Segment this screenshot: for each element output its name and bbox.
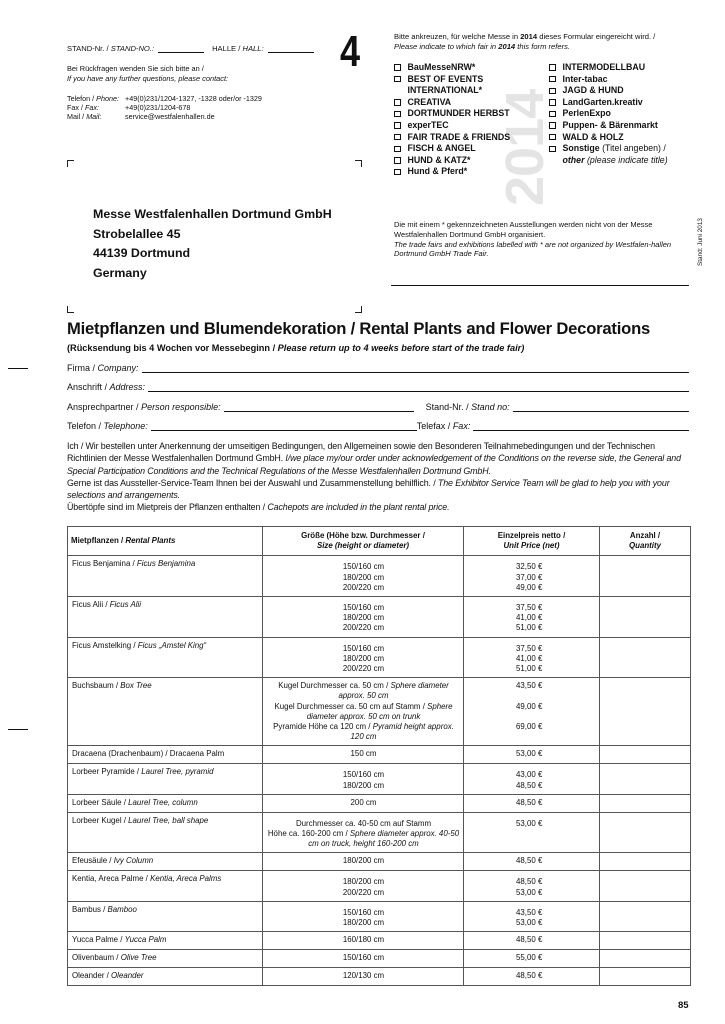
fair-option-fisch-angel[interactable]: FISCH & ANGEL <box>394 143 514 155</box>
recipient-address <box>93 205 332 283</box>
col-header-price: Einzelpreis netto / Unit Price (net) <box>464 527 600 556</box>
fair-option-jagd-hund[interactable]: JAGD & HUND <box>549 85 699 97</box>
checkbox-icon[interactable] <box>549 122 556 129</box>
plant-size: 180/200 cm <box>263 853 464 871</box>
phone-label: Telefon / Telephone: <box>67 421 148 431</box>
unit-price: 32,50 € 37,00 € 49,00 € <box>464 556 600 597</box>
checkbox-icon[interactable] <box>549 111 556 118</box>
phone-row <box>67 421 689 431</box>
stand-no-label: STAND-Nr. / STAND-NO.: <box>67 44 155 53</box>
fair-list-right <box>549 62 699 166</box>
col-header-plant: Mietpflanzen / Rental Plants <box>68 527 263 556</box>
unit-price: 37,50 € 41,00 € 51,00 € <box>464 637 600 678</box>
table-row <box>68 637 691 678</box>
checkbox-icon[interactable] <box>394 169 401 176</box>
quantity-input[interactable] <box>600 871 691 901</box>
plant-size: 150/160 cm 180/200 cm <box>263 901 464 931</box>
contact-block <box>67 94 262 122</box>
unit-price: 43,50 € 53,00 € <box>464 901 600 931</box>
checkbox-icon[interactable] <box>549 64 556 71</box>
unit-price: 55,00 € <box>464 950 600 968</box>
company-field[interactable] <box>142 364 689 373</box>
fair-list-left <box>394 62 514 178</box>
quantity-input[interactable] <box>600 678 691 746</box>
checkbox-icon[interactable] <box>549 146 556 153</box>
corner-mark-br <box>355 306 362 313</box>
fair-option-baumesse[interactable]: BauMesseNRW* <box>394 62 514 74</box>
contact-row <box>67 402 689 412</box>
page-title: Mietpflanzen und Blumendekoration / Rental Plants and Flower Decorations <box>67 319 651 338</box>
plant-size: 150/160 cm 180/200 cm 200/220 cm <box>263 556 464 597</box>
address-line: 44139 Dortmund <box>93 246 191 260</box>
quantity-input[interactable] <box>600 853 691 871</box>
table-row <box>68 746 691 764</box>
fair-option-hund-pferd[interactable]: Hund & Pferd* <box>394 166 514 178</box>
plant-name: Ficus Benjamina / Ficus Benjamina <box>68 556 263 597</box>
table-row <box>68 901 691 931</box>
rental-plants-table <box>67 526 691 986</box>
address-label: Anschrift / Address: <box>67 382 146 392</box>
plant-name: Yucca Palme / Yucca Palm <box>68 932 263 950</box>
address-line: Germany <box>93 265 147 280</box>
fold-mark <box>8 729 28 730</box>
page-number: 85 <box>678 1000 689 1011</box>
checkbox-icon[interactable] <box>394 157 401 164</box>
quantity-input[interactable] <box>600 746 691 764</box>
checkbox-icon[interactable] <box>549 88 556 95</box>
fair-intro: Bitte ankreuzen, für welche Messe in 2014 dieses Formular eingereicht wird. / Please indicate to which fair in 2014 this form refers. <box>394 32 656 51</box>
checkbox-icon[interactable] <box>394 146 401 153</box>
plant-name: Bambus / Bamboo <box>68 901 263 931</box>
year-watermark: 2014 <box>495 89 555 206</box>
service-paragraph: Gerne ist das Aussteller-Service-Team Ihnen bei der Auswahl und Zusammenstellung behilflich. / The Exhibitor Service Team will be glad to help you with your selections and arrangements. <box>67 477 670 501</box>
quantity-input[interactable] <box>600 950 691 968</box>
plant-size: 150/160 cm 180/200 cm 200/220 cm <box>263 597 464 638</box>
fold-mark <box>8 368 28 369</box>
col-header-quantity: Anzahl / Quantity <box>600 527 691 556</box>
table-row <box>68 597 691 638</box>
quantity-input[interactable] <box>600 901 691 931</box>
quantity-input[interactable] <box>600 597 691 638</box>
phone-field[interactable] <box>151 422 417 431</box>
plant-name: Lorbeer Säule / Laurel Tree, column <box>68 794 263 812</box>
quantity-input[interactable] <box>600 932 691 950</box>
plant-name: Kentia, Areca Palme / Kentia, Areca Palms <box>68 871 263 901</box>
cachepot-paragraph: Übertöpfe sind im Mietpreis der Pflanzen enthalten / Cachepots are included in the plant rental price. <box>67 502 450 513</box>
contact-phone: Telefon / Phone: +49(0)231/1204-1327, -1328 oder/or -1329 <box>67 94 262 103</box>
stand-no-field[interactable] <box>158 45 204 53</box>
checkbox-icon[interactable] <box>394 76 401 83</box>
fair-option-intermodellbau[interactable]: INTERMODELLBAU <box>549 62 699 74</box>
unit-price: 48,50 € <box>464 794 600 812</box>
stand-hall-row <box>67 44 318 53</box>
quantity-input[interactable] <box>600 556 691 597</box>
fair-option-puppen[interactable]: Puppen- & Bärenmarkt <box>549 120 699 132</box>
stand-number-field[interactable] <box>513 403 689 412</box>
fair-option-best-of-events[interactable]: BEST OF EVENTS INTERNATIONAL* <box>394 74 514 97</box>
fair-option-hund-katz[interactable]: HUND & KATZ* <box>394 155 514 167</box>
terms-paragraph: Ich / Wir bestellen unter Anerkennung der umseitigen Bedingungen, den Allgemeinen sowie den Besonderen Teilnahmebedingungen und der Technischen Richtlinien der Messe Westfalenhallen Dortmund GmbH. I/we place my/our order under acknowledgement of the Conditions on the reverse side, the General and Special Participation Conditions and the Technical Regulations of the Messe Westfalenhallen Dortmund GmbH. <box>67 441 681 476</box>
address-line: Messe Westfalenhallen Dortmund GmbH <box>93 207 332 221</box>
table-row <box>68 968 691 986</box>
plant-size: 150/160 cm <box>263 950 464 968</box>
fair-organizer-note: Die mit einem * gekennzeichneten Ausstellungen werden nicht von der Messe Westfalenhallen Dortmund GmbH organisiert. The trade fairs and exhibitions labelled with * are not organized by Westfalen-hallen Dortmund GmbH Trade Fair. <box>394 220 672 259</box>
contact-fax: Fax / Fax: +49(0)231/1204-678 <box>67 103 191 113</box>
checkbox-icon[interactable] <box>394 111 401 118</box>
plant-size: 150/160 cm 180/200 cm 200/220 cm <box>263 637 464 678</box>
quantity-input[interactable] <box>600 794 691 812</box>
unit-price: 53,00 € <box>464 746 600 764</box>
unit-price: 43,00 € 48,50 € <box>464 764 600 794</box>
table-row <box>68 932 691 950</box>
plant-name: Oleander / Oleander <box>68 968 263 986</box>
checkbox-icon[interactable] <box>549 99 556 106</box>
plant-size: 200 cm <box>263 794 464 812</box>
checkbox-icon[interactable] <box>394 134 401 141</box>
revision-date: Stand: Juni 2013 <box>697 218 704 266</box>
table-row <box>68 678 691 746</box>
plant-size: 160/180 cm <box>263 932 464 950</box>
plant-name: Dracaena (Drachenbaum) / Dracaena Palm <box>68 746 263 764</box>
hall-field[interactable] <box>268 45 314 53</box>
fair-option-creativa[interactable]: CREATIVA <box>394 97 514 109</box>
checkbox-icon[interactable] <box>394 64 401 71</box>
contact-person-field[interactable] <box>224 403 414 412</box>
quantity-input[interactable] <box>600 764 691 794</box>
plant-size: 180/200 cm 200/220 cm <box>263 871 464 901</box>
table-header-row <box>68 527 691 556</box>
unit-price: 37,50 € 41,00 € 51,00 € <box>464 597 600 638</box>
fax-label: Telefax / Fax: <box>416 421 471 431</box>
order-terms <box>67 440 692 514</box>
table-row <box>68 764 691 794</box>
plant-name: Ficus Alii / Ficus Alii <box>68 597 263 638</box>
address-field[interactable] <box>148 383 689 392</box>
quantity-input[interactable] <box>600 637 691 678</box>
plant-size: 150/160 cm 180/200 cm <box>263 764 464 794</box>
fair-option-perlenexpo[interactable]: PerlenExpo <box>549 108 699 120</box>
fax-field[interactable] <box>473 422 689 431</box>
quantity-input[interactable] <box>600 812 691 853</box>
fair-option-dortmunder-herbst[interactable]: DORTMUNDER HERBST <box>394 108 514 120</box>
table-row <box>68 812 691 853</box>
plant-name: Buchsbaum / Box Tree <box>68 678 263 746</box>
corner-mark-bl <box>67 306 74 313</box>
plant-size: Kugel Durchmesser ca. 50 cm / Sphere diameter approx. 50 cm Kugel Durchmesser ca. 50 cm auf Stamm / Sphere diameter approx. 50 cm on trunk Pyramide Höhe ca 120 cm / Pyramid height approx. 120 cm <box>263 678 464 746</box>
table-row <box>68 794 691 812</box>
fair-option-inter-tabac[interactable]: Inter-tabac <box>549 74 699 86</box>
company-row <box>67 363 689 373</box>
table-row <box>68 950 691 968</box>
corner-mark-tr <box>355 160 362 167</box>
fair-option-fair-trade[interactable]: FAIR TRADE & FRIENDS <box>394 132 514 144</box>
corner-mark-tl <box>67 160 74 167</box>
other-title-line[interactable] <box>391 285 689 286</box>
table-row <box>68 556 691 597</box>
fair-option-landgarten[interactable]: LandGarten.kreativ <box>549 97 699 109</box>
unit-price: 53,00 € <box>464 812 600 853</box>
unit-price: 48,50 € 53,00 € <box>464 871 600 901</box>
checkbox-icon[interactable] <box>394 122 401 129</box>
plant-name: Lorbeer Kugel / Laurel Tree, ball shape <box>68 812 263 853</box>
contact-mail[interactable]: Mail / Mail: service@westfalenhallen.de <box>67 112 215 122</box>
questions-note: Bei Rückfragen wenden Sie sich bitte an / If you have any further questions, please contact: <box>67 64 229 83</box>
contact-person-label: Ansprechpartner / Person responsible: <box>67 402 221 412</box>
form-number: 4 <box>340 27 361 76</box>
unit-price: 48,50 € <box>464 932 600 950</box>
hall-label: HALLE / HALL: <box>212 44 264 53</box>
address-row <box>67 382 689 392</box>
table-row <box>68 853 691 871</box>
quantity-input[interactable] <box>600 968 691 986</box>
plant-name: Lorbeer Pyramide / Laurel Tree, pyramid <box>68 764 263 794</box>
fair-option-other[interactable]: Sonstige (Titel angeben) / other (please indicate title) <box>549 143 699 166</box>
plant-name: Efeusäule / Ivy Column <box>68 853 263 871</box>
stand-number-label: Stand-Nr. / Stand no: <box>425 402 510 412</box>
checkbox-icon[interactable] <box>549 76 556 83</box>
col-header-size: Größe (Höhe bzw. Durchmesser / Size (height or diameter) <box>263 527 464 556</box>
unit-price: 48,50 € <box>464 853 600 871</box>
table-row <box>68 871 691 901</box>
unit-price: 43,50 € 49,00 € 69,00 € <box>464 678 600 746</box>
fair-option-wald-holz[interactable]: WALD & HOLZ <box>549 132 699 144</box>
plant-size: 120/130 cm <box>263 968 464 986</box>
checkbox-icon[interactable] <box>549 134 556 141</box>
page-subtitle: (Rücksendung bis 4 Wochen vor Messebeginn / Please return up to 4 weeks before start of the trade fair) <box>67 343 525 353</box>
fair-option-expertec[interactable]: experTEC <box>394 120 514 132</box>
plant-name: Ficus Amstelking / Ficus „Amstel King“ <box>68 637 263 678</box>
checkbox-icon[interactable] <box>394 99 401 106</box>
plant-size: Durchmesser ca. 40-50 cm auf Stamm Höhe ca. 160-200 cm / Sphere diameter approx. 40-50 cm on truck, height 160-200 cm <box>263 812 464 853</box>
plant-name: Olivenbaum / Olive Tree <box>68 950 263 968</box>
unit-price: 48,50 € <box>464 968 600 986</box>
plant-size: 150 cm <box>263 746 464 764</box>
company-label: Firma / Company: <box>67 363 139 373</box>
address-line: Strobelallee 45 <box>93 226 181 241</box>
